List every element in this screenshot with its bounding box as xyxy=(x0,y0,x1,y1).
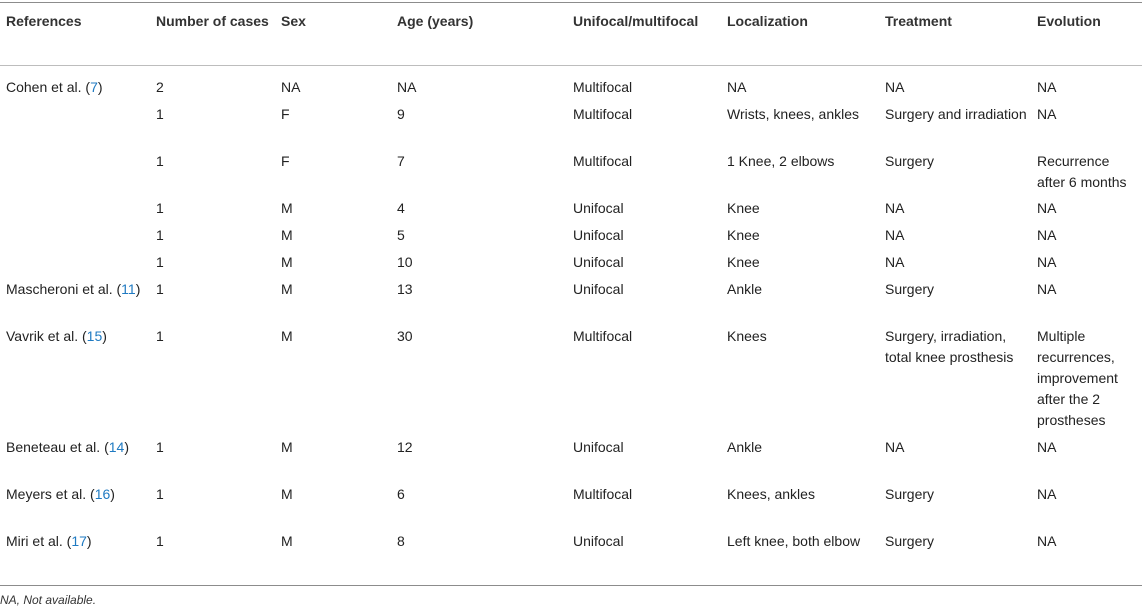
table-cell: Surgery xyxy=(885,281,935,297)
table-cell: Knee xyxy=(727,200,760,216)
header-cell: Evolution xyxy=(1037,13,1101,29)
table-cell: 1 xyxy=(156,328,164,344)
table-cell: M xyxy=(281,533,293,549)
table-cell: F xyxy=(281,153,290,169)
reference-author: Beneteau et al. ( xyxy=(6,439,109,455)
table-cell: NA xyxy=(1037,439,1057,455)
table-cell: Knee xyxy=(727,227,760,243)
table-top-rule xyxy=(0,2,1142,3)
table-cell: NA xyxy=(885,200,905,216)
table-cell: NA xyxy=(885,254,905,270)
table-cell: 30 xyxy=(397,328,413,344)
table-cell: Unifocal xyxy=(573,439,624,455)
table-cell: Surgery and irradiation xyxy=(885,106,1027,122)
table-cell: 1 xyxy=(156,533,164,549)
reference-number-link[interactable]: 16 xyxy=(94,486,111,502)
table-cell: NA xyxy=(1037,79,1057,95)
table-cell: NA xyxy=(1037,533,1057,549)
table-cell: NA xyxy=(1037,254,1057,270)
table-cell: Knees xyxy=(727,328,767,344)
reference-close: ) xyxy=(102,328,107,344)
header-cell: Localization xyxy=(727,13,808,29)
table-cell: NA xyxy=(397,79,417,95)
table-cell: 8 xyxy=(397,533,405,549)
header-cell: Sex xyxy=(281,13,306,29)
reference-close: ) xyxy=(86,533,92,549)
table-cell: NA xyxy=(1037,106,1057,122)
table-cell: 1 xyxy=(156,200,164,216)
table-cell: Multifocal xyxy=(573,79,633,95)
table-cell: Knees, ankles xyxy=(727,486,815,502)
table-cell: NA xyxy=(1037,281,1057,297)
table-cell: M xyxy=(281,281,293,297)
reference-cell xyxy=(6,279,146,300)
table-cell: Multifocal xyxy=(573,328,633,344)
table-cell: Ankle xyxy=(727,281,763,297)
reference-number-link[interactable]: 17 xyxy=(71,533,87,549)
table-cell: 13 xyxy=(397,281,413,297)
table-cell: 1 xyxy=(156,153,164,169)
header-cell: Unifocal/multifocal xyxy=(573,13,699,29)
reference-number-link[interactable]: 14 xyxy=(108,439,125,455)
table-cell: NA xyxy=(1037,486,1057,502)
table-cell: M xyxy=(281,254,293,270)
table-cell: NA xyxy=(1037,227,1057,243)
header-rule xyxy=(0,65,1142,66)
reference-cell xyxy=(6,326,146,347)
reference-close: ) xyxy=(135,281,141,297)
table-cell: Multifocal xyxy=(573,486,633,502)
table-cell: 4 xyxy=(397,200,405,216)
table-cell: Multifocal xyxy=(573,106,633,122)
table-cell: F xyxy=(281,106,290,122)
reference-author: Miri et al. ( xyxy=(6,533,72,549)
table-cell: M xyxy=(281,200,293,216)
table-cell: Knee xyxy=(727,254,760,270)
table-footnote: NA, Not available. xyxy=(0,593,97,607)
table-cell: M xyxy=(281,328,293,344)
table-cell: 9 xyxy=(397,106,405,122)
table-cell: Unifocal xyxy=(573,227,624,243)
reference-cell xyxy=(6,77,146,98)
table-cell: NA xyxy=(885,227,905,243)
table-cell: 1 xyxy=(156,106,164,122)
reference-close: ) xyxy=(97,79,103,95)
table-cell: 6 xyxy=(397,486,405,502)
header-cell: References xyxy=(6,13,82,29)
table-cell: NA xyxy=(281,79,301,95)
table-cell: 12 xyxy=(397,439,413,455)
table-cell: Multiple recurrences, improvement after the 2 prostheses xyxy=(1037,328,1118,428)
table-cell: M xyxy=(281,439,293,455)
table-cell: 1 xyxy=(156,439,164,455)
table-cell: M xyxy=(281,227,293,243)
table-cell: Multifocal xyxy=(573,153,633,169)
header-cell: Treatment xyxy=(885,13,952,29)
table-cell: 1 xyxy=(156,281,164,297)
table-cell: Recurrence after 6 months xyxy=(1037,153,1127,190)
table-cell: M xyxy=(281,486,293,502)
table-cell: 5 xyxy=(397,227,405,243)
table-cell: 1 Knee, 2 elbows xyxy=(727,153,835,169)
reference-number-link[interactable]: 15 xyxy=(86,328,103,344)
table-cell: Surgery xyxy=(885,533,935,549)
table-cell: Unifocal xyxy=(573,281,624,297)
table-cell: Ankle xyxy=(727,439,763,455)
table-cell: Wrists, knees, ankles xyxy=(727,106,860,122)
table-cell: Left knee, both elbow xyxy=(727,533,861,549)
table-cell: 10 xyxy=(397,254,413,270)
table-cell: Unifocal xyxy=(573,200,624,216)
table-cell: Unifocal xyxy=(573,254,624,270)
table-cell: Surgery xyxy=(885,153,935,169)
table-cell: NA xyxy=(727,79,747,95)
reference-author: Vavrik et al. ( xyxy=(6,328,87,344)
table-cell: 1 xyxy=(156,486,164,502)
table-cell: 1 xyxy=(156,227,164,243)
table-cell: Unifocal xyxy=(573,533,624,549)
reference-number-link[interactable]: 7 xyxy=(90,79,98,95)
table-bottom-rule xyxy=(0,585,1142,586)
header-cell: Number of cases xyxy=(156,13,269,29)
table-cell: NA xyxy=(885,79,905,95)
table-cell: 2 xyxy=(156,79,164,95)
reference-cell xyxy=(6,531,146,552)
reference-cell xyxy=(6,437,146,458)
reference-author: Meyers et al. ( xyxy=(6,486,95,502)
reference-cell xyxy=(6,484,146,505)
reference-close: ) xyxy=(110,486,115,502)
reference-close: ) xyxy=(124,439,129,455)
table-cell: 7 xyxy=(397,153,405,169)
table-cell: 1 xyxy=(156,254,164,270)
table-cell: NA xyxy=(885,439,905,455)
table-cell: NA xyxy=(1037,200,1057,216)
reference-number-link[interactable]: 11 xyxy=(121,281,136,297)
header-cell: Age (years) xyxy=(397,13,474,29)
table-cell: Surgery xyxy=(885,486,935,502)
reference-author: Mascheroni et al. ( xyxy=(6,281,122,297)
table-cell: Surgery, irradiation, total knee prosthesis xyxy=(885,328,1014,365)
reference-author: Cohen et al. ( xyxy=(6,79,91,95)
